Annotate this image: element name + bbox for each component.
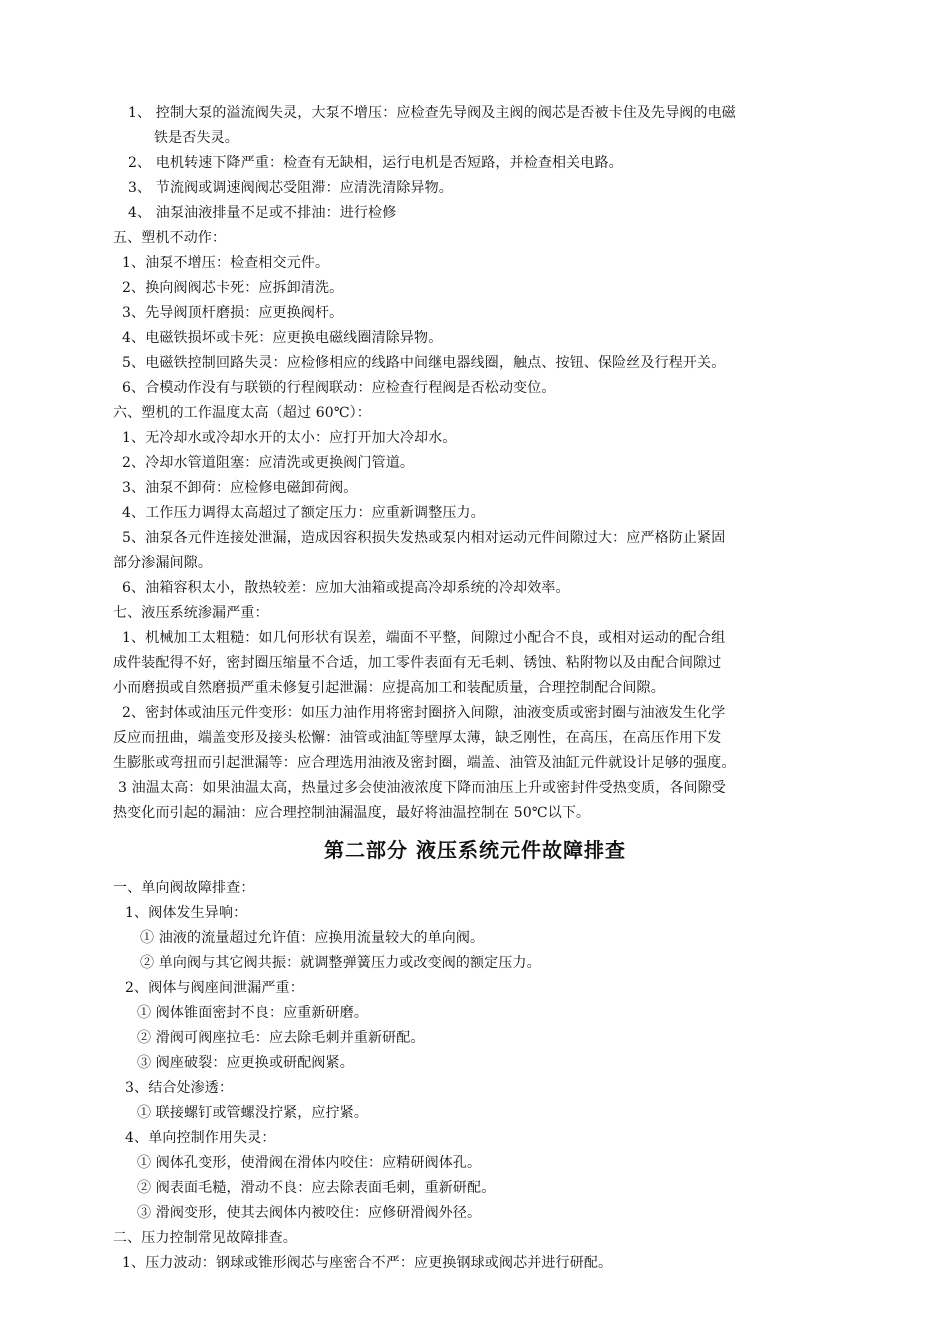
text-line: 反应而扭曲，端盖变形及接头松懈：油管或油缸等壁厚太薄，缺乏刚性，在高压，在高压作用下发 — [113, 730, 722, 746]
text-line: 3、 节流阀或调速阀阀芯受阻滞：应清洗清除异物。 — [128, 180, 453, 196]
text-line: 1、机械加工太粗糙：如几何形状有误差，端面不平整，间隙过小配合不良，或相对运动的配合组 — [122, 630, 726, 646]
text-line: ③ 滑阀变形，使其去阀体内被咬住：应修研滑阀外径。 — [137, 1205, 482, 1221]
text-line: ② 阀表面毛糙，滑动不良：应去除表面毛刺，重新研配。 — [137, 1180, 496, 1196]
text-line: 小而磨损或自然磨损严重未修复引起泄漏：应提高加工和装配质量，合理控制配合间隙。 — [113, 680, 665, 696]
text-line: 热变化而引起的漏油：应合理控制油漏温度，最好将油温控制在 50℃以下。 — [113, 805, 591, 821]
text-line: 2、换向阀阀芯卡死：应拆卸清洗。 — [122, 280, 344, 296]
text-line: 1、油泵不增压：检查相交元件。 — [122, 255, 330, 271]
text-line: ② 单向阀与其它阀共振：就调整弹簧压力或改变阀的额定压力。 — [140, 955, 541, 971]
text-line: ② 滑阀可阀座拉毛：应去除毛刺并重新研配。 — [137, 1030, 425, 1046]
text-line: 1、压力波动：钢球或锥形阀芯与座密合不严：应更换钢球或阀芯并进行研配。 — [122, 1255, 613, 1271]
section-heading: 七、液压系统渗漏严重： — [113, 605, 269, 621]
text-line: ③ 阀座破裂：应更换或研配阀紧。 — [137, 1055, 354, 1071]
text-line: ① 阀体锥面密封不良：应重新研磨。 — [137, 1005, 368, 1021]
section-heading: 二、压力控制常见故障排查。 — [113, 1230, 297, 1246]
text-line: 成件装配得不好，密封圈压缩量不合适，加工零件表面有无毛刺、锈蚀、粘附物以及由配合间隙过 — [113, 655, 722, 671]
part-title: 第二部分 液压系统元件故障排查 — [324, 838, 626, 862]
text-line: ① 阀体孔变形，使滑阀在滑体内咬住：应精研阀体孔。 — [137, 1155, 482, 1171]
text-line: 2、阀体与阀座间泄漏严重： — [125, 980, 304, 996]
text-line: 1、阀体发生异响： — [125, 905, 248, 921]
text-line: ① 油液的流量超过允许值：应换用流量较大的单向阀。 — [140, 930, 485, 946]
text-line: 6、油箱容积太小，散热较差：应加大油箱或提高冷却系统的冷却效率。 — [122, 580, 570, 596]
section-heading: 一、单向阀故障排查： — [113, 880, 255, 896]
text-line: 2、冷却水管道阻塞：应清洗或更换阀门管道。 — [122, 455, 415, 471]
text-line: 2、 电机转速下降严重：检查有无缺相，运行电机是否短路，并检查相关电路。 — [128, 155, 623, 171]
text-line: 1、无冷却水或冷却水开的太小：应打开加大冷却水。 — [122, 430, 457, 446]
text-line: 部分渗漏间隙。 — [113, 555, 213, 571]
text-line: 2、密封体或油压元件变形：如压力油作用将密封圈挤入间隙，油液变质或密封圈与油液发生化学 — [122, 705, 726, 721]
text-line: 6、合模动作没有与联锁的行程阀联动：应检查行程阀是否松动变位。 — [122, 380, 556, 396]
text-line: 4、工作压力调得太高超过了额定压力：应重新调整压力。 — [122, 505, 485, 521]
text-line: 3 油温太高：如果油温太高，热量过多会使油液浓度下降而油压上升或密封件受热变质，各间隙受 — [118, 780, 726, 796]
text-line: 3、油泵不卸荷：应检修电磁卸荷阀。 — [122, 480, 358, 496]
section-heading: 五、塑机不动作： — [113, 230, 227, 246]
text-line: 5、油泵各元件连接处泄漏，造成因容积损失发热或泵内相对运动元件间隙过大：应严格防止紧固 — [122, 530, 726, 546]
text-line: 5、电磁铁控制回路失灵：应检修相应的线路中间继电器线圈，触点、按钮、保险丝及行程开关。 — [122, 355, 726, 371]
text-line: 1、 控制大泵的溢流阀失灵，大泵不增压：应检查先导阀及主阀的阀芯是否被卡住及先导阀的电磁 — [128, 105, 736, 121]
text-line: 4、单向控制作用失灵： — [125, 1130, 276, 1146]
text-line: 生膨胀或弯扭而引起泄漏等：应合理选用油液及密封圈，端盖、油管及油缸元件就设计足够的强度。 — [113, 755, 736, 771]
section-heading: 六、塑机的工作温度太高（超过 60℃）： — [113, 405, 371, 421]
text-line: 3、结合处渗透： — [125, 1080, 234, 1096]
text-line: 3、先导阀顶杆磨损：应更换阀杆。 — [122, 305, 344, 321]
text-line: 铁是否失灵。 — [154, 130, 239, 146]
text-line: 4、 油泵油液排量不足或不排油：进行检修 — [128, 205, 397, 221]
text-line: 4、电磁铁损坏或卡死：应更换电磁线圈清除异物。 — [122, 330, 443, 346]
text-line: ① 联接螺钉或管螺没拧紧，应拧紧。 — [137, 1105, 368, 1121]
